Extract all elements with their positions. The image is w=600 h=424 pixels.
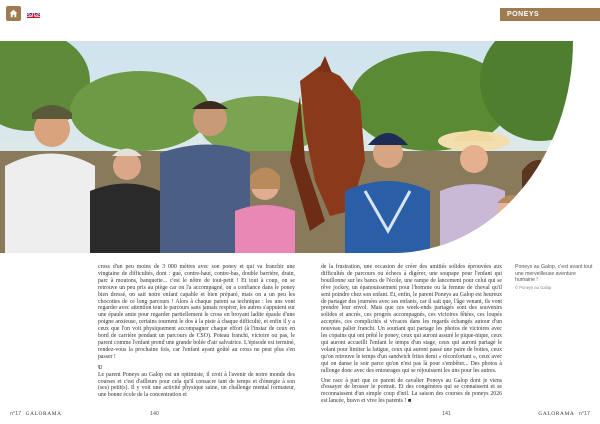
uk-flag-language-icon[interactable] — [27, 9, 40, 18]
footer-left — [10, 411, 62, 417]
issue-number: n°17 — [578, 411, 590, 417]
group-photo — [0, 41, 573, 253]
magazine-name: GALORAMA — [538, 411, 575, 417]
photo-caption — [515, 264, 593, 291]
caption-text: Poneys au Galop, c'est avant tout une merveilleuse aventure humaine ! — [515, 264, 593, 284]
footer-right — [538, 411, 590, 417]
magazine-name: GALORAMA — [25, 411, 62, 417]
photo-credit: © Poneys au Galop — [515, 284, 552, 290]
page-number-right: 141 — [442, 411, 451, 417]
paragraph: cross d'un peu moins de 3 000 mètres avec son poney et qui va franchir une vingtaine de difficultés, dont : gué, contre-haut, contre-bas, double barrière, drain, parc à moutons, banquette... c'est le nôtre de tout-petit ! Et tout à coup, on se retrouve un peu pris au piège car on l'a accompagné, on a confiance dans le poney bien dressé, on sait notre enfant capable et bien préparé, mais on a un peu les chocottes de ce long parcours ! Alors à chaque parent sa technique : les uns vont regarder avec attention tout le parcours sans jamais respirer, les autres s'appuient sur une épaule amie pour regarder partiellement le cross en broyant ladite épaule d'une poigne anxieuse, certains tournent le dos à la piste à chaque difficulté, et enfin il y a ceux que l'on voit physiquement accompagner chaque effort (à l'instar de ceux en bord de carrière pendant un parcours de CSO). Poteau franchi, victoire ou pas, le parent comme l'enfant prend une grande bolée d'air salvatrice. L'épisode est terminé, rendez-vous la prochaine fois, car l'enfant ayant goûté au cross ne peut plus s'en passer ! — [98, 264, 295, 360]
paragraph: de la frustration, une occasion de créer des amitiés solides éprouvées aux difficultés de parcours ou échecs à digérer, une soupape pour l'enfant qui bouillonne sur les bancs de l'école, une rampe de lancement pour celui qui se rêve jockey, un épanouissement pour l'homme ou la femme de cheval qu'il sent poindre chez son enfant. Et, enfin, le parent Poneys au Galop est heureux de partager des journées avec ses enfants, car il sait que, l'âge venant, ils vont prendre leur envol. Mais que ces week-ends partagés sont des souvenirs solides et ancrés, ces progrès accompagnés, ces victoires fêtées, ces loupés acceptés, ces complicités si vivaces dans les regards échangés autour d'un nouveau palier franchi. Un souriant qui partage les photos de victoires avec les copains qui ont prêté le poney, ceux qui auront assuré le pique-nique, ceux qui auront accueilli l'enfant le temps d'un stage, ceux qui auront partagé le volant pour limiter la fatigue, ceux qui auront passé une paire de bottes, ceux qu'on retrouve le temps d'un sandwich frites demi « réconfortant », ceux avec qui on danse le soir parce qu'on n'est pas là pour s'embêter... Des photos à rallonge donc avec des entourages qui se réjouissent les uns pour les autres. — [321, 264, 502, 374]
drop-initial: U — [98, 364, 103, 371]
section-tab: PONEYS — [500, 8, 600, 21]
home-button[interactable] — [6, 6, 21, 21]
paragraph: Une race à part que ce parent de cavalier Poneys au Galop dont je viens d'essayer de brosser le portrait. Et des congénères qui se connaissent et se reconnaissent d'un simple coup d'œil. La saison des courses de poneys 2026 est lancée, bravo et vive les parents ! ■ — [321, 377, 502, 405]
article-column-right — [321, 264, 502, 405]
issue-number: n°17 — [10, 411, 22, 417]
page-number-left: 140 — [150, 411, 159, 417]
home-icon — [9, 9, 18, 18]
article-column-left — [98, 264, 295, 399]
paragraph: Le parent Poneys au Galop est un optimiste, il croit à l'avenir de notre monde des courses et c'est d'ailleurs pour cela qu'il consacre tant de temps et d'énergie à son (ses) petit(s). Il y voit une activité physique saine, un challenge mental formateur, une bonne école de la concentration et — [98, 371, 295, 399]
